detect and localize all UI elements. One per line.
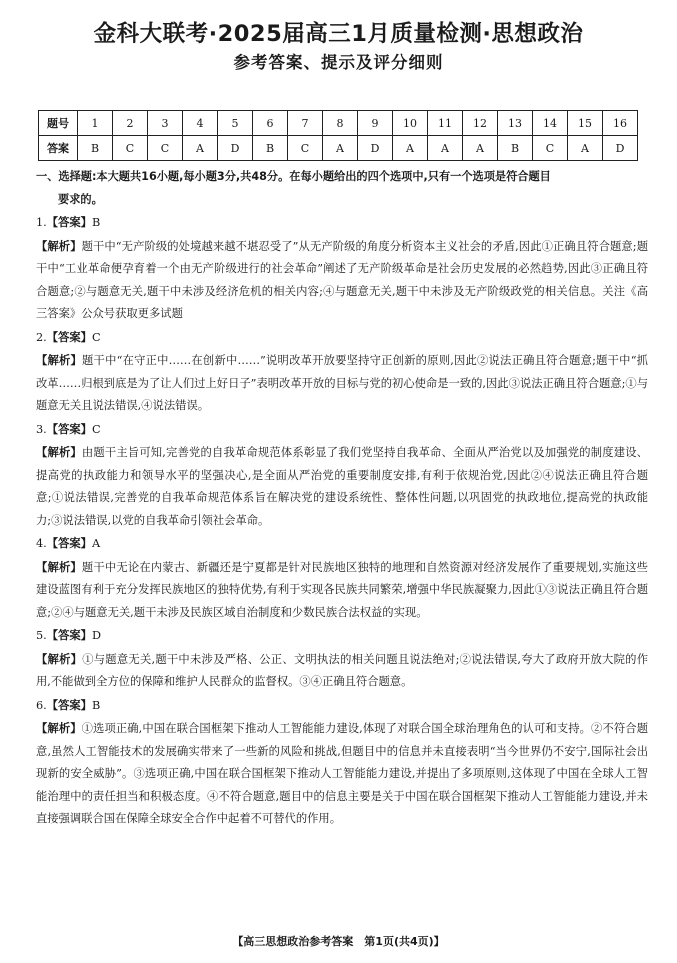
answer-table [38,110,638,161]
answer-cell: A [428,136,463,161]
question-number-label: 6. [36,698,47,712]
question-number: 6 [253,111,288,136]
question-number: 7 [288,111,323,136]
analysis-tag: 【解析】 [36,559,82,574]
page-title: 金科大联考·2025届高三1月质量检测·思想政治 [93,21,584,47]
question-number: 13 [498,111,533,136]
row-label-number: 题号 [39,111,78,136]
analysis-tag: 【解析】 [36,353,83,367]
page-footer: 【高三思想政治参考答案 第1页(共4页)】 [232,935,445,948]
page-subtitle: 参考答案、提示及评分细则 [233,53,444,72]
answer-line [36,418,648,442]
question-4 [36,532,648,624]
answer-cell: C [533,136,568,161]
question-number-row [39,111,638,136]
question-number: 9 [358,111,393,136]
question-number-label: 5. [36,629,47,642]
analysis-paragraph [36,349,648,418]
answer-tag: 【答案】 [46,215,92,229]
analysis-paragraph [36,648,648,694]
analysis-text: 由题干主旨可知,完善党的自我革命规范体系彰显了我们党坚持自我革命、全面从严治党以及加强党的制度建设、提高党的执政能力和领导水平的坚强决心,是全面从严治党的重要制度安排,有利于依规治党,因此②④说法正确且符合题意;①说法错误,完善党的自我革命规范体系旨在解决党的建设系统性、整体性问题,以巩固党的执政地位,提高党的执政能力;③说法错误,以党的自我革命引领社会革命。 [36,446,648,527]
answer-value: C [91,330,101,344]
question-1 [36,211,648,326]
question-number-label: 1. [36,216,47,229]
answer-value: D [91,629,102,642]
answer-cell: C [113,136,148,161]
answer-value: A [91,537,101,550]
answer-cell: A [463,136,498,161]
question-2 [36,326,648,418]
analysis-tag: 【解析】 [36,651,83,666]
answer-cell: B [498,136,533,161]
question-5 [36,624,648,694]
answer-tag: 【答案】 [46,329,92,344]
answer-value: B [91,698,101,712]
question-number: 14 [533,111,568,136]
analysis-text: 题干中“在守正中……在创新中……”说明改革开放要坚持守正创新的原则,因此②说法正确且符合题意;题干中“抓改革……归根到底是为了让人们过上好日子”表明改革开放的目标与党的初心使命是一致的,因此③说法正确且符合题意;①与题意无关且说法错误,④说法错误。 [36,354,648,412]
question-number: 12 [463,111,498,136]
analysis-text: 题干中无论在内蒙古、新疆还是宁夏都是针对民族地区独特的地理和自然资源对经济发展作了重要规划,实施这些建设蓝图有利于充分发挥民族地区的独特优势,有利于实现各民族共同繁荣,增强中华民族凝聚力,因此①③说法正确且符合题意;②④与题意无关,题干未涉及民族区域自治制度和少数民族合法权益的实现。 [36,560,648,619]
analysis-tag: 【解析】 [36,445,82,459]
answer-tag: 【答案】 [46,536,92,550]
answer-row [39,136,638,161]
answer-cell: D [218,136,253,161]
question-number: 4 [183,111,218,136]
answer-tag: 【答案】 [46,628,92,642]
answer-cell: A [568,136,603,161]
answer-cell: A [183,136,218,161]
answer-line [36,326,648,350]
answer-cell: D [603,136,638,161]
question-number: 1 [78,111,113,136]
answer-value: C [91,422,101,436]
question-number: 8 [323,111,358,136]
analysis-paragraph [36,717,648,831]
analysis-text: ①与题意无关,题干中未涉及严格、公正、文明执法的相关问题且说法绝对;②说法错误,夸大了政府开放大院的作用,不能做到全方位的保障和维护人民群众的监督权。③④正确且符合题意。 [36,652,648,688]
answer-cell: B [253,136,288,161]
section-heading [36,166,648,211]
answer-cell: B [78,136,113,161]
question-number: 2 [113,111,148,136]
question-6 [36,694,648,831]
answer-tag: 【答案】 [46,697,92,712]
answer-value: B [91,216,101,229]
answer-line [36,694,648,718]
analysis-text: 题干中“无产阶级的处境越来越不堪忍受了”从无产阶级的角度分析资本主义社会的矛盾,因此①正确且符合题意;题干中“工业革命便孕育着一个由无产阶级进行的社会革命”阐述了无产阶级革命是社会历史发展的必然趋势,因此③正确且符合题意;②与题意无关,题干中未涉及经济危机的相关内容;④与题意无关,题干中未涉及无产阶级政党的相关信息。关注《高三答案》公众号获取更多试题 [36,239,648,320]
analysis-tag: 【解析】 [36,238,82,253]
question-number: 15 [568,111,603,136]
answer-tag: 【答案】 [46,421,92,436]
question-3 [36,418,648,533]
row-label-answer: 答案 [39,136,78,161]
answer-cell: D [358,136,393,161]
answer-content [36,166,648,831]
analysis-tag: 【解析】 [36,721,82,735]
question-number: 16 [603,111,638,136]
question-number: 3 [148,111,183,136]
analysis-paragraph [36,556,648,625]
answer-cell: C [288,136,323,161]
section-heading-line2: 要求的。 [58,192,103,206]
answer-cell: A [393,136,428,161]
analysis-text: ①选项正确,中国在联合国框架下推动人工智能能力建设,体现了对联合国全球治理角色的认可和支持。②不符合题意,虽然人工智能技术的发展确实带来了一些新的风险和挑战,但题目中的信息并未直接表明“当今世界仍不安宁,国际社会出现新的安全威胁”。③选项正确,中国在联合国框架下推动人工智能能力建设,并提出了多项原则,这体现了中国在全球人工智能治理中的责任担当和积极态度。④不符合题意,题目中的信息主要是关于中国在联合国框架下推动人工智能能力建设,并未直接强调联合国在保障全球安全合作中起着不可替代的作用。 [36,722,648,825]
question-number: 11 [428,111,463,136]
answer-line [36,211,648,235]
answer-line [36,532,648,556]
analysis-paragraph [36,235,648,326]
question-number-label: 2. [36,330,47,344]
answer-line [36,624,648,648]
question-number: 10 [393,111,428,136]
question-number: 5 [218,111,253,136]
analysis-paragraph [36,441,648,532]
answer-cell: C [148,136,183,161]
question-number-label: 4. [36,537,47,550]
question-number-label: 3. [36,422,47,436]
answer-cell: A [323,136,358,161]
section-heading-line1: 一、选择题:本大题共16小题,每小题3分,共48分。在每小题给出的四个选项中,只有一个选项是符合题目 [36,170,551,183]
